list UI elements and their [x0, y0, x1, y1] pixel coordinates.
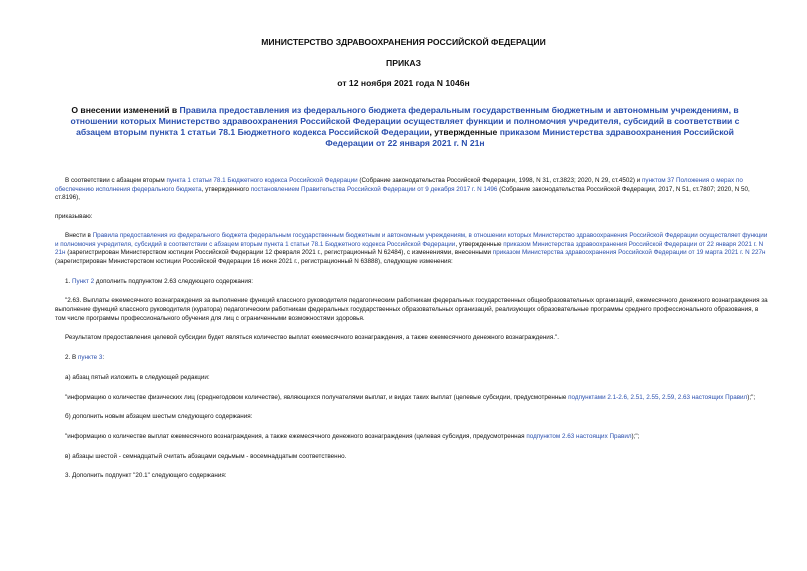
text: "информацию о количестве физических лиц (среднегодовом количестве), являющихся получателями выплат, и видах таких выплат (целевые субсидии, предусмотренные: [65, 393, 569, 401]
item-2-a-text: [55, 394, 770, 403]
rules-link[interactable]: Правила предоставления из федерального бюджета федеральным государственным бюджетным и автономным учреждениям, в отношении которых Министерство здравоохранения Российской Федерации осуществляет функции и полномочия учредителя, субсидий в соответствии с абзацем вторым пункта 1 статьи 78.1 Бюджетного кодекса Российской Федерации: [55, 231, 768, 248]
regulation-link[interactable]: пунктом 37 Положения о мерах по обеспечению исполнения федерального бюджета: [55, 177, 743, 193]
document-body: [55, 177, 770, 481]
order-word: приказываю:: [55, 213, 93, 221]
item-2-b-text: [55, 433, 770, 442]
document-type: ПРИКАЗ: [386, 58, 421, 68]
subpoints-link[interactable]: подпунктами 2.1-2.6, 2.51, 2.55, 2.59, 2.63 настоящих Правил: [568, 393, 748, 401]
text: 2. В: [65, 354, 78, 362]
order-21n-link[interactable]: приказом Министерства здравоохранения Российской Федерации от 22 января 2021 г. N 21н: [55, 240, 764, 257]
item-2: [55, 354, 770, 363]
point-3-link[interactable]: пункте 3: [77, 354, 103, 362]
text: (зарегистрирован Министерством юстиции Российской Федерации 12 февраля 2021 г., регистрационный N 62484), с изменениями, внесенными: [65, 249, 493, 257]
preamble-paragraph: [55, 177, 770, 203]
document-date-number: от 12 ноября 2021 года N 1046н: [337, 78, 470, 88]
subpoint-2-63-link[interactable]: подпунктом 2.63 настоящих Правил: [526, 432, 632, 440]
text: (Собрание законодательства Российской Федерации, 1998, N 31, ст.3823; 2020, N 29, ст.4502) и: [357, 177, 643, 184]
text: 1.: [65, 277, 73, 285]
item-2-c: в) абзацы шестой - семнадцатый считать абзацами седьмым - восемнадцатым соответственно.: [65, 452, 347, 460]
text: );";: [631, 432, 640, 440]
text: Внести в: [65, 231, 93, 239]
result-paragraph: Результатом предоставления целевой субсидии будет являться количество выплат ежемесячного вознаграждения, а также ежемесячного денежного вознаграждения.".: [65, 334, 559, 342]
text: :: [102, 354, 105, 362]
amendment-paragraph: [55, 232, 770, 267]
title-text: О внесении изменений в: [71, 105, 180, 115]
title-rules-link[interactable]: Правила предоставления из федерального бюджета федеральным государственным бюджетным и автономным учреждениям, в отношении которых Министерство здравоохранения Российской Федерации осуществляет функции и полномочия учредителя, субсидий в соответствии с абзацем вторым пункта 1 статьи 78.1 Бюджетного кодекса Российской Федерации: [70, 105, 740, 137]
item-2-a: а) абзац пятый изложить в следующей редакции:: [65, 373, 210, 381]
text: , утвержденные: [455, 240, 504, 248]
text: "информацию о количестве выплат ежемесячного вознаграждения, а также ежемесячного денежного вознаграждения (целевая субсидия, предусмотренная: [65, 432, 527, 440]
subpoint-2-63: "2.63. Выплаты ежемесячного вознаграждения за выполнение функций классного руководителя педагогическим работникам федеральных государственных общеобразовательных организаций, ежемесячного денежного вознаграждения за выполнение функций классного руководителя (куратора) педагогическим работникам федеральных государственных образовательных организаций, реализующих образовательные программы среднего профессионального образования, в том числе программы профессионального обучения для лиц с ограниченными возможностями здоровья.: [55, 297, 768, 322]
text: В соответствии с абзацем вторым: [65, 177, 167, 184]
order-227n-link[interactable]: приказом Министерства здравоохранения Российской Федерации от 19 марта 2021 г. N 227н: [492, 249, 766, 257]
text: , утвержденного: [201, 185, 251, 193]
text: );";: [747, 393, 756, 401]
item-2-b: б) дополнить новым абзацем шестым следующего содержания:: [65, 413, 253, 421]
government-decree-link[interactable]: постановлением Правительства Российской Федерации от 9 декабря 2017 г. N 1496: [250, 185, 498, 193]
text: (зарегистрирован Министерством юстиции Российской Федерации 16 июня 2021 г., регистрационный N 63888), следующие изменения:: [55, 257, 453, 265]
text: дополнить подпунктом 2.63 следующего содержания:: [94, 277, 254, 285]
item-1: [55, 278, 770, 287]
point-2-link[interactable]: Пункт 2: [72, 277, 95, 285]
item-3: 3. Дополнить подпункт "20.1" следующего содержания:: [65, 472, 227, 480]
title-text: , утвержденные: [429, 127, 500, 137]
title-order-link[interactable]: приказом Министерства здравоохранения Российской Федерации от 22 января 2021 г. N 21н: [325, 127, 734, 148]
ministry-heading: МИНИСТЕРСТВО ЗДРАВООХРАНЕНИЯ РОССИЙСКОЙ ФЕДЕРАЦИИ: [261, 37, 546, 47]
budget-code-link[interactable]: пункта 1 статьи 78.1 Бюджетного кодекса Российской Федерации: [166, 177, 358, 184]
text: (Собрание законодательства Российской Федерации, 2017, N 51, ст.7807; 2020, N 50, ст.8196),: [55, 185, 750, 202]
document-title: [55, 105, 755, 149]
